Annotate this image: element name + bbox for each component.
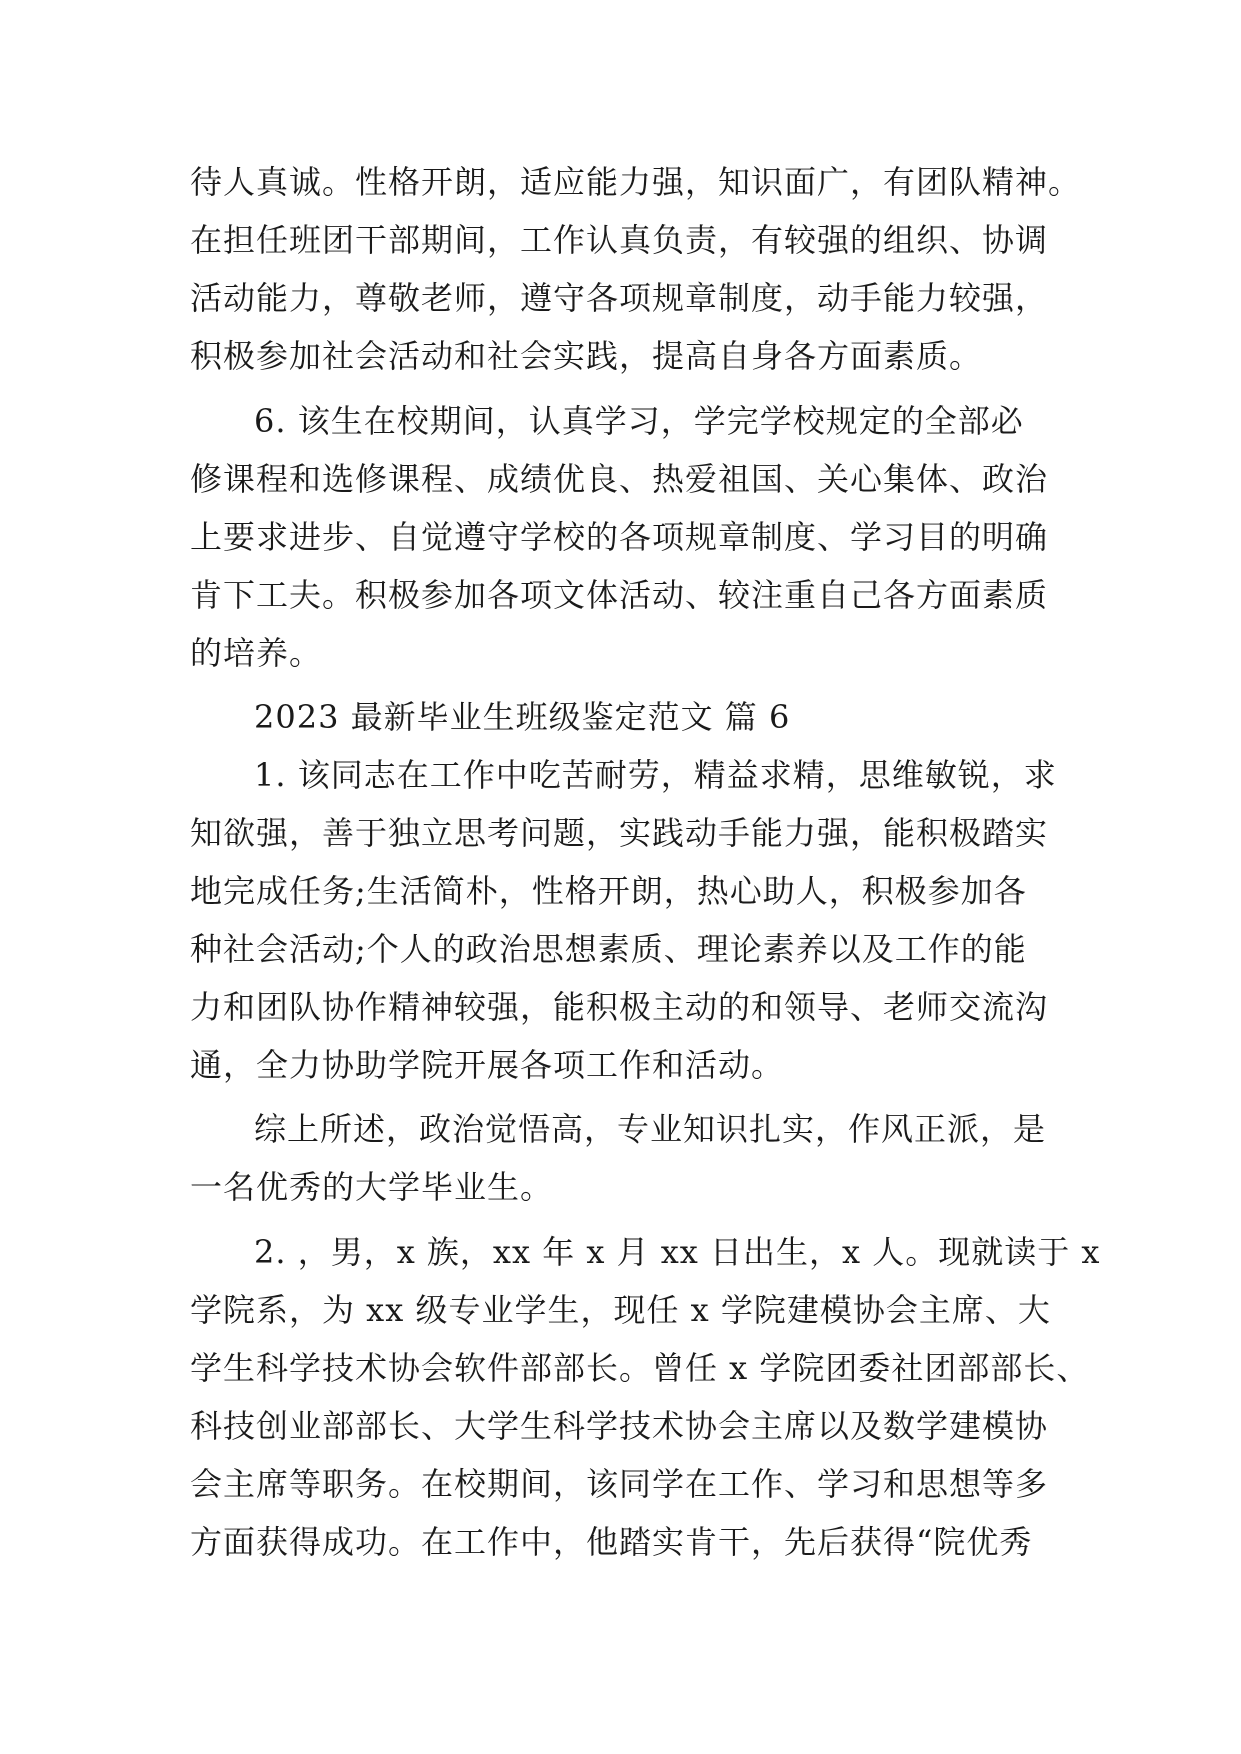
text-line: 的培养。 [190,634,323,672]
text-line: 肯下工夫。积极参加各项文体活动、较注重自己各方面素质 [190,576,1049,614]
text-line: 活动能力，尊敬老师，遵守各项规章制度，动手能力较强， [190,279,1049,317]
text-line: 上要求进步、自觉遵守学校的各项规章制度、学习目的明确 [190,518,1049,556]
text-line: 学生科学技术协会软件部部长。曾任 x 学院团委社团部部长、 [190,1349,1090,1387]
text-line: 在担任班团干部期间，工作认真负责，有较强的组织、协调 [190,221,1049,259]
text-line: 6. 该生在校期间，认真学习，学完学校规定的全部必 [254,402,1024,440]
text-line: 待人真诚。性格开朗，适应能力强，知识面广，有团队精神。 [190,163,1082,201]
text-line: 综上所述，政治觉悟高，专业知识扎实，作风正派，是 [254,1110,1047,1148]
text-line: 一名优秀的大学毕业生。 [190,1168,554,1206]
text-line: 会主席等职务。在校期间，该同学在工作、学习和思想等多 [190,1465,1049,1503]
text-line: 知欲强，善于独立思考问题，实践动手能力强，能积极踏实 [190,814,1049,852]
text-line: 修课程和选修课程、成绩优良、热爱祖国、关心集体、政治 [190,460,1049,498]
text-line: 通，全力协助学院开展各项工作和活动。 [190,1046,785,1084]
text-line: 1. 该同志在工作中吃苦耐劳，精益求精，思维敏锐，求 [254,756,1057,794]
text-line: 方面获得成功。在工作中，他踏实肯干，先后获得“院优秀 [190,1523,1033,1561]
text-line: 积极参加社会活动和社会实践，提高自身各方面素质。 [190,337,983,375]
text-line: 2. ，男，x 族，xx 年 x 月 xx 日出生，x 人。现就读于 x [254,1233,1101,1271]
text-line: 种社会活动;个人的政治思想素质、理论素养以及工作的能 [190,930,1027,968]
text-line: 学院系，为 xx 级专业学生，现任 x 学院建模协会主席、大 [190,1291,1051,1329]
text-line: 力和团队协作精神较强，能积极主动的和领导、老师交流沟 [190,988,1049,1026]
text-line: 科技创业部部长、大学生科学技术协会主席以及数学建模协 [190,1407,1049,1445]
section-heading: 2023 最新毕业生班级鉴定范文 篇 6 [254,698,791,736]
text-line: 地完成任务;生活简朴，性格开朗，热心助人，积极参加各 [190,872,1027,910]
